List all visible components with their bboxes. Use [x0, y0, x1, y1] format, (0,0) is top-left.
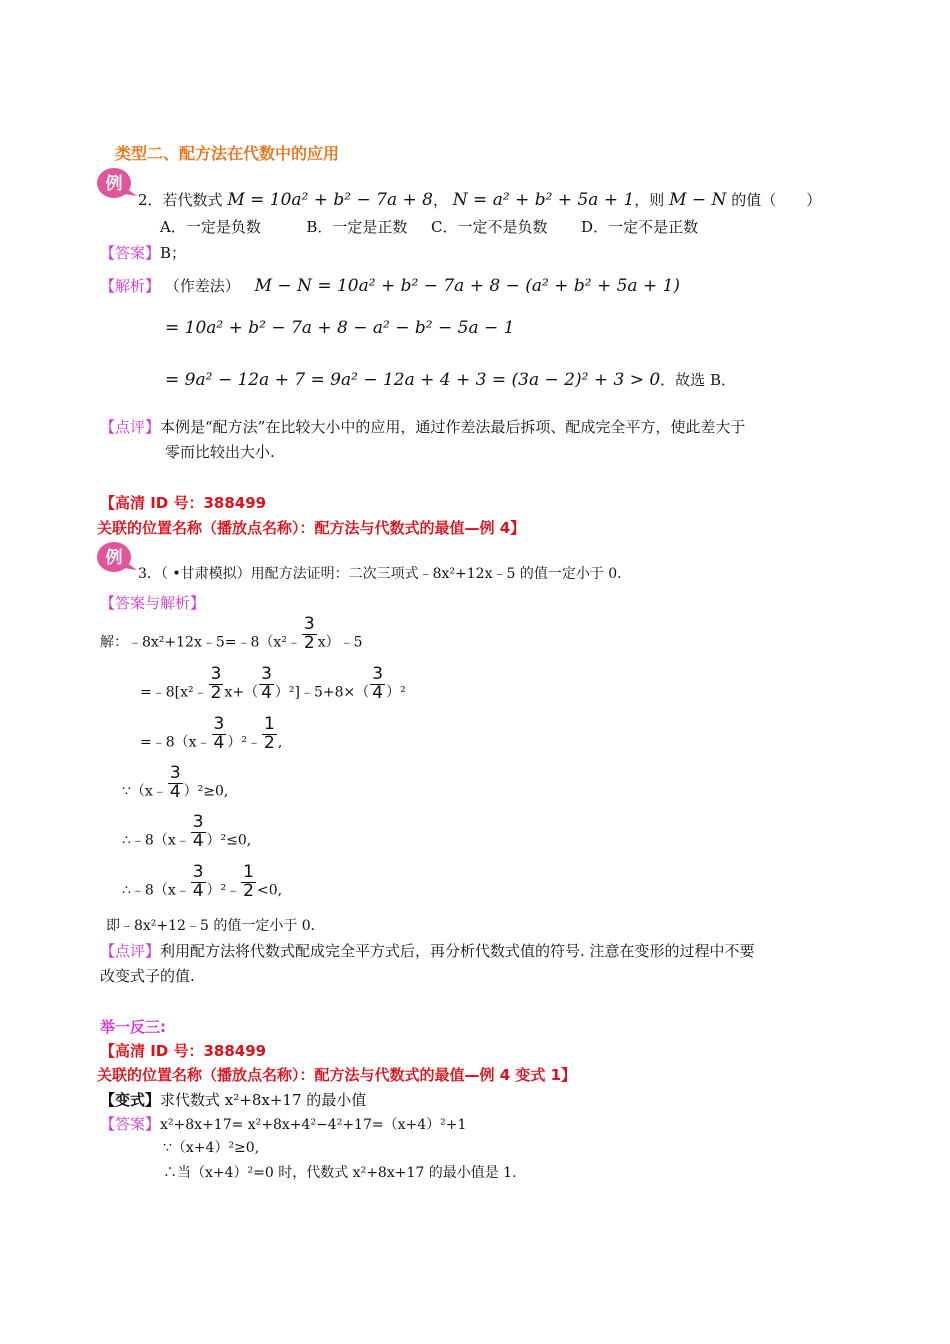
svg-text:例: 例	[105, 548, 123, 568]
solution-step-6	[122, 864, 282, 901]
solution-step-1	[100, 616, 363, 653]
fraction-3-2: $\frac{3}{2}$	[303, 614, 315, 653]
comment-tag-2: 【点评】	[100, 942, 161, 960]
svg-text:例: 例	[105, 174, 123, 194]
n-expression: N = a² + b² + 5a + 1	[452, 190, 635, 210]
example-badge-icon	[96, 166, 138, 200]
variant-row	[100, 1091, 366, 1109]
step-3-c: ,	[277, 734, 283, 751]
m-expression: M = 10a² + b² − 7a + 8	[227, 190, 433, 210]
then-text: ，则	[634, 191, 665, 209]
practice-title: 举一反三:	[100, 1018, 166, 1036]
fraction-3-4: $\frac{3}{4}$	[372, 664, 384, 703]
q-number: 2．若代数式	[138, 191, 223, 209]
analysis-row	[100, 276, 680, 296]
example-badge-icon	[96, 540, 138, 574]
step-6-c: <0,	[257, 882, 283, 899]
analysis-conclusion: ．故选 B．	[660, 371, 736, 389]
m-minus-n: M − N	[669, 190, 727, 210]
variant-tag: 【变式】	[100, 1091, 161, 1109]
variant-answer-row	[100, 1115, 466, 1134]
answer-row	[100, 244, 186, 262]
variant-answer-2: ∵（x+4）²≥0,	[163, 1140, 260, 1156]
answer-tag: 【答案】	[100, 244, 161, 262]
analysis-line-3: = 9a² − 12a + 7 = 9a² − 12a + 4 + 3 = (3a − 2)² + 3 > 0	[165, 370, 661, 390]
video-link-name-1: 关联的位置名称（播放点名称）：配方法与代数式的最值—例 4】	[97, 519, 526, 537]
comment-2-text-1: 利用配方法将代数式配成完全平方式后，再分析代数式值的符号. 注意在变形的过程中不要	[160, 942, 755, 960]
step-1-a: 解：﹣8x²+12x﹣5=﹣8（x²﹣	[100, 634, 301, 651]
step-1-b: x）﹣5	[317, 634, 363, 651]
step-6-a: ∴﹣8（x﹣	[122, 882, 190, 899]
method-text: （作差法）	[164, 277, 240, 295]
video-id-2: 【高清 ID 号：388499	[100, 1042, 267, 1060]
example-2-question: 2．若代数式 M = 10a² + b² − 7a + 8， N = a² + b² + 5a + 1，则 M − N 的值（ ）	[138, 190, 822, 210]
step-2-c: ）²]﹣5+8×（	[274, 684, 370, 701]
comment-text-1: 本例是“配方法”在比较大小中的应用，通过作差法最后拆项、配成完全平方，使此差大于	[160, 418, 746, 436]
fraction-3-4: $\frac{3}{4}$	[261, 664, 272, 703]
step-5-a: ∴﹣8（x﹣	[122, 832, 190, 849]
answer-analysis-tag: 【答案与解析】	[100, 594, 206, 612]
variant-answer-tag: 【答案】	[100, 1115, 161, 1133]
section-title: 类型二、配方法在代数中的应用	[115, 144, 340, 163]
variant-answer-3: ∴当（x+4）²=0 时，代数式 x²+8x+17 的最小值是 1.	[163, 1165, 517, 1181]
option-a: A．一定是负数	[160, 218, 261, 236]
solution-step-2	[140, 666, 406, 703]
answer-value: B；	[160, 244, 187, 262]
comment-tag: 【点评】	[100, 418, 161, 436]
fraction-3-4: $\frac{3}{4}$	[213, 714, 225, 753]
comment-2-text-2: 改变式子的值.	[100, 967, 195, 985]
solution-step-3	[140, 716, 282, 753]
solution-conclusion: 即﹣8x²+12﹣5 的值一定小于 0．	[106, 918, 325, 934]
variant-answer-1: x²+8x+17= x²+8x+4²−4²+17=（x+4）²+1	[160, 1117, 467, 1133]
solution-step-5	[122, 814, 251, 851]
analysis-line-1: M − N = 10a² + b² − 7a + 8 − (a² + b² + 5a + 1)	[254, 276, 681, 296]
video-link-name-2: 关联的位置名称（播放点名称）：配方法与代数式的最值—例 4 变式 1】	[97, 1066, 577, 1084]
step-4-a: ∵（x﹣	[122, 783, 167, 800]
step-2-d: ）²	[386, 684, 406, 701]
example-3-question: 3．（ •甘肃模拟）用配方法证明：二次三项式﹣8x²+12x﹣5 的值一定小于 0．	[138, 566, 632, 582]
step-2-b: x+（	[224, 684, 259, 701]
comment-text-2: 零而比较出大小.	[165, 443, 275, 461]
analysis-line-2: = 10a² + b² − 7a + 8 − a² − b² − 5a − 1	[165, 318, 515, 338]
fraction-1-2: $\frac{1}{2}$	[264, 714, 275, 753]
option-d: D．一定不是正数	[581, 218, 699, 236]
step-3-a: =﹣8（x﹣	[140, 734, 211, 751]
step-5-b: ）²≤0,	[206, 832, 252, 849]
fraction-1-2: $\frac{1}{2}$	[243, 862, 254, 901]
step-6-b: ）²﹣	[206, 882, 241, 899]
value-of-text: 的值（ ）	[731, 191, 822, 209]
fraction-3-2: $\frac{3}{2}$	[210, 664, 222, 703]
fraction-3-4: $\frac{3}{4}$	[169, 763, 181, 802]
analysis-line-3-row	[165, 370, 736, 390]
options-row	[160, 218, 698, 236]
step-2-a: =﹣8[x²﹣	[140, 684, 208, 701]
step-3-b: ）²﹣	[227, 734, 261, 751]
solution-step-4	[122, 765, 228, 802]
fraction-3-4: $\frac{3}{4}$	[192, 862, 204, 901]
variant-text: 求代数式 x²+8x+17 的最小值	[160, 1091, 367, 1109]
option-c: C．一定不是负数	[431, 218, 548, 236]
step-4-b: ）²≥0,	[183, 783, 229, 800]
comment-row-2	[100, 942, 755, 960]
comment-row	[100, 418, 745, 436]
video-id-1: 【高清 ID 号：388499	[100, 494, 267, 512]
analysis-tag: 【解析】	[100, 277, 161, 295]
fraction-3-4: $\frac{3}{4}$	[192, 812, 204, 851]
option-b: B．一定是正数	[306, 218, 408, 236]
